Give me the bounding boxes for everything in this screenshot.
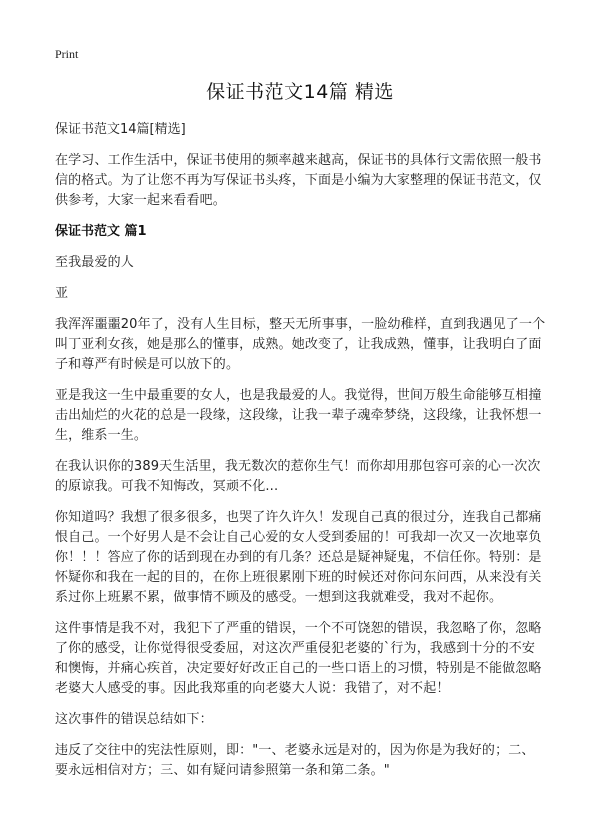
print-label: Print: [55, 47, 79, 61]
recipient: 亚: [55, 286, 69, 301]
body-paragraph: 违反了交往中的宪法性原则，即："一、老婆永远是对的，因为你是为我好的；二、要永远相信对方；三、如有疑问请参照第一条和第二条。": [55, 743, 535, 778]
page-title: 保证书范文14篇 精选: [206, 81, 394, 103]
salutation: 至我最爱的人: [55, 255, 134, 270]
section-heading: 保证书范文 篇1: [55, 224, 147, 239]
body-paragraph: 我浑浑噩噩20年了，没有人生目标，整天无所事事，一脸幼稚样，直到我遇见了一个叫丁亚利女孩，她是那么的懂事，成熟。她改变了，让我成熟，懂事，让我明白了面子和尊严有时候是可以放下的。: [55, 317, 546, 372]
intro-paragraph: 在学习、工作生活中，保证书使用的频率越来越高，保证书的具体行文需依照一般书信的格式。为了让您不再为写保证书头疼，下面是小编为大家整理的保证书范文，仅供参考，大家一起来看看吧。: [55, 153, 542, 208]
body-paragraph: 这件事情是我不对，我犯下了严重的错误，一个不可饶恕的错误，我忽略了你，忽略了你的感受，让你觉得很受委屈，对这次严重侵犯老婆的`行为，我感到十分的不安和懊悔，并痛心疾首，决定要好好改正自己的一些口语上的习惯，特别是不能做忽略老婆大人感受的事。因此我郑重的向老婆大人说：我错了，对不起！: [55, 621, 542, 696]
body-paragraph: 在我认识你的389天生活里，我无数次的惹你生气！而你却用那包容可亲的心一次次的原谅我。可我不知悔改，冥顽不化...: [55, 459, 541, 494]
body-paragraph: 这次事件的错误总结如下：: [55, 712, 213, 727]
body-paragraph: 你知道吗？我想了很多很多，也哭了许久许久！发现自己真的很过分，连我自己都痛恨自己。一个好男人是不会让自己心爱的女人受到委屈的！可我却一次又一次地辜负你！！！答应了你的话到现在办到的有几条？还总是疑神疑鬼，不信任你。特别：是怀疑你和我在一起的目的，在你上班很累刚下班的时候还对你问东问西，从来没有关系过你上班累不累，做事情不顾及的感受。一想到这我就难受，我对不起你。: [55, 510, 542, 605]
body-paragraph: 亚是我这一生中最重要的女人，也是我最爱的人。我觉得，世间万般生命能够互相撞击出灿烂的火花的总是一段缘，这段缘，让我一辈子魂牵梦绕，这段缘，让我怀想一生，维系一生。: [55, 388, 542, 443]
document-subtitle: 保证书范文14篇[精选]: [55, 122, 186, 137]
document-body: [55, 120, 547, 792]
